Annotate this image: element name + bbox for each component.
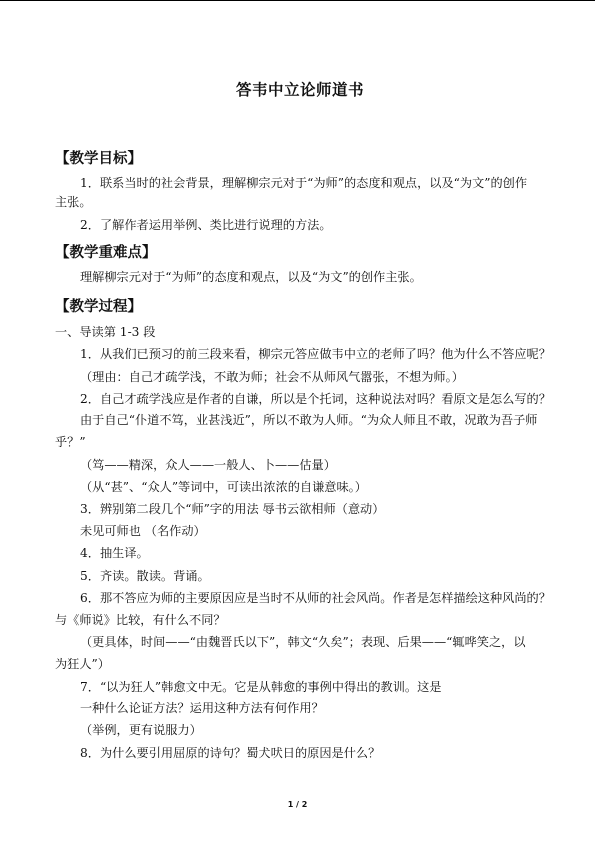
text-line: 一种什么论证方法？运用这种方法有何作用？ — [80, 701, 324, 715]
text-line: 与《师说》比较，有什么不同？ — [55, 613, 226, 627]
text-line: 6．那不答应为师的主要原因应是当时不从师的社会风尚。作者是怎样描绘这种风尚的？ — [80, 591, 551, 605]
text-line: 2．自己才疏学浅应是作者的自谦，所以是个托词，这种说法对吗？看原文是怎么写的？ — [80, 392, 551, 406]
text-line: （更具体，时间——“由魏晋氏以下”，韩文“久矣”；表现、后果——“辄哗笑之，以 — [80, 635, 526, 649]
text-line: 3．辨别第二段几个“师”字的用法 辱书云欲相师（意动） — [80, 502, 385, 516]
text-line: 理解柳宗元对于“为师”的态度和观点，以及“为文”的创作主张。 — [80, 270, 422, 284]
top-rule — [0, 0, 595, 1]
text-line: （笃——精深，众人——一般人、卜——估量） — [80, 458, 336, 472]
text-line: 一、导读第 1-3 段 — [55, 325, 156, 339]
text-line: 为狂人”） — [55, 657, 110, 671]
text-line: 5．齐读。散读。背诵。 — [80, 569, 210, 583]
text-line: （理由：自己才疏学浅，不敢为师；社会不从师风气嚣张，不想为师。） — [80, 370, 464, 384]
text-line: 1．联系当时的社会背景，理解柳宗元对于“为师”的态度和观点，以及“为文”的创作 — [80, 176, 528, 190]
text-line: 1．从我们已预习的前三段来看，柳宗元答应做韦中立的老师了吗？他为什么不答应呢？ — [80, 347, 551, 361]
page-number: 1 / 2 — [287, 800, 308, 809]
text-line: 由于自己“仆道不笃，业甚浅近”，所以不敢为人师。“为众人师且不敢，况敢为吾子师 — [80, 413, 538, 427]
document-title: 答韦中立论师道书 — [235, 80, 364, 99]
section-heading-difficulties: 【教学重难点】 — [55, 244, 157, 261]
section-heading-goals: 【教学目标】 — [55, 150, 142, 167]
text-line: 7．“以为狂人”韩愈文中无。它是从韩愈的事例中得出的教训。这是 — [80, 680, 442, 694]
text-line: 未见可师也 （名作动） — [80, 524, 206, 538]
section-heading-process: 【教学过程】 — [55, 298, 142, 315]
text-line: 8．为什么要引用屈原的诗句？蜀犬吠日的原因是什么？ — [80, 746, 381, 760]
text-line: 4．抽生译。 — [80, 546, 149, 560]
text-line: 主张。 — [55, 195, 92, 209]
text-line: （从“甚”、“众人”等词中，可读出浓浓的自谦意味。） — [80, 480, 367, 494]
text-line: 2．了解作者运用举例、类比进行说理的方法。 — [80, 218, 332, 232]
text-line: 乎？” — [55, 435, 86, 449]
text-line: （举例，更有说服力） — [80, 723, 202, 737]
